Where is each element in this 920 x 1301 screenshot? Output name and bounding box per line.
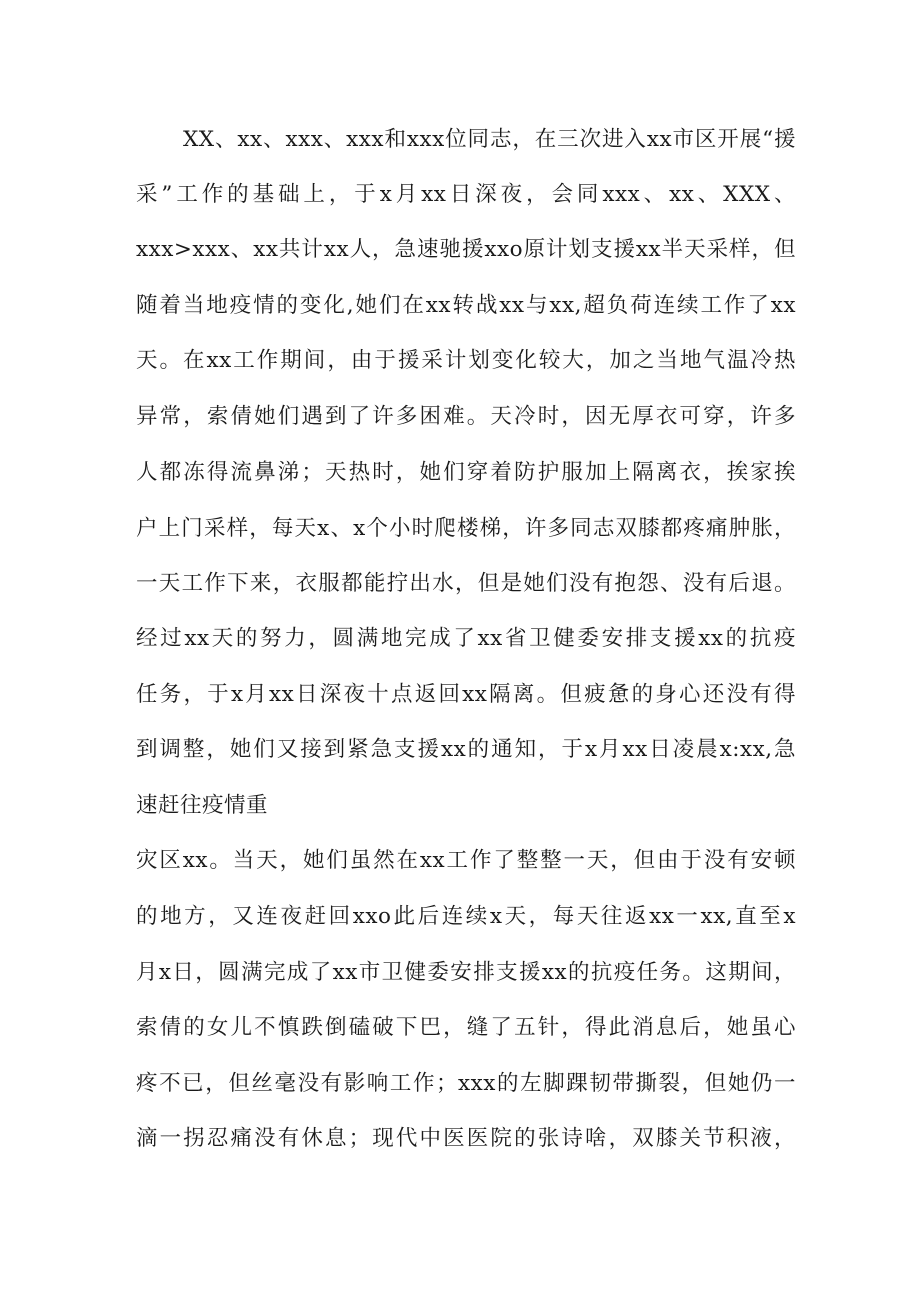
text-line-16: 月x日，圆满完成了xx市卫健委安排支援xx的抗疫任务。这期间， <box>136 960 796 985</box>
text-line-15: 的地方，又连夜赶回xxo此后连续x天，每天往返xx一xx,直至x <box>136 904 796 929</box>
text-line-11: 任务，于x月xx日深夜十点返回xx隔离。但疲惫的身心还没有得 <box>136 682 796 707</box>
text-line-17: 索倩的女儿不慎跌倒磕破下巴，缝了五针，得此消息后，她虽心 <box>136 1015 796 1040</box>
text-line-1: XX、xx、xxx、xxx和xxx位同志，在三次进入xx市区开展“援 <box>183 127 796 152</box>
text-line-5: 天。在xx工作期间，由于援采计划变化较大，加之当地气温冷热 <box>136 348 796 373</box>
text-line-12: 到调整，她们又接到紧急支援xx的通知，于x月xx日凌晨x:xx,急 <box>136 737 796 762</box>
text-line-18: 疼不已，但丝毫没有影响工作；xxx的左脚踝韧带撕裂，但她仍一 <box>136 1071 796 1096</box>
text-line-4: 随着当地疫情的变化,她们在xx转战xx与xx,超负荷连续工作了xx <box>136 293 796 318</box>
text-line-7: 人都冻得流鼻涕；天热时，她们穿着防护服加上隔离衣，挨家挨 <box>136 460 796 485</box>
text-line-2: 采”工作的基础上，于x月xx日深夜，会同xxx、xx、XXX、 <box>136 182 796 207</box>
text-line-3: xxx>xxx、xx共计xx人，急速驰援xxo原计划支援xx半天采样，但 <box>136 237 796 262</box>
text-line-13: 速赶往疫情重 <box>136 793 269 818</box>
text-line-8: 户上门采样，每天x、x个小时爬楼梯，许多同志双膝都疼痛肿胀， <box>136 516 796 541</box>
text-line-19: 滴一拐忍痛没有休息；现代中医医院的张诗啥，双膝关节积液， <box>136 1126 796 1151</box>
text-line-6: 异常，索倩她们遇到了许多困难。天冷时，因无厚衣可穿，许多 <box>136 404 796 429</box>
text-line-14: 灾区xx。当天，她们虽然在xx工作了整整一天，但由于没有安顿 <box>136 848 796 873</box>
text-line-9: 一天工作下来，衣服都能拧出水，但是她们没有抱怨、没有后退。 <box>136 571 796 596</box>
text-line-10: 经过xx天的努力，圆满地完成了xx省卫健委安排支援xx的抗疫 <box>136 626 796 651</box>
